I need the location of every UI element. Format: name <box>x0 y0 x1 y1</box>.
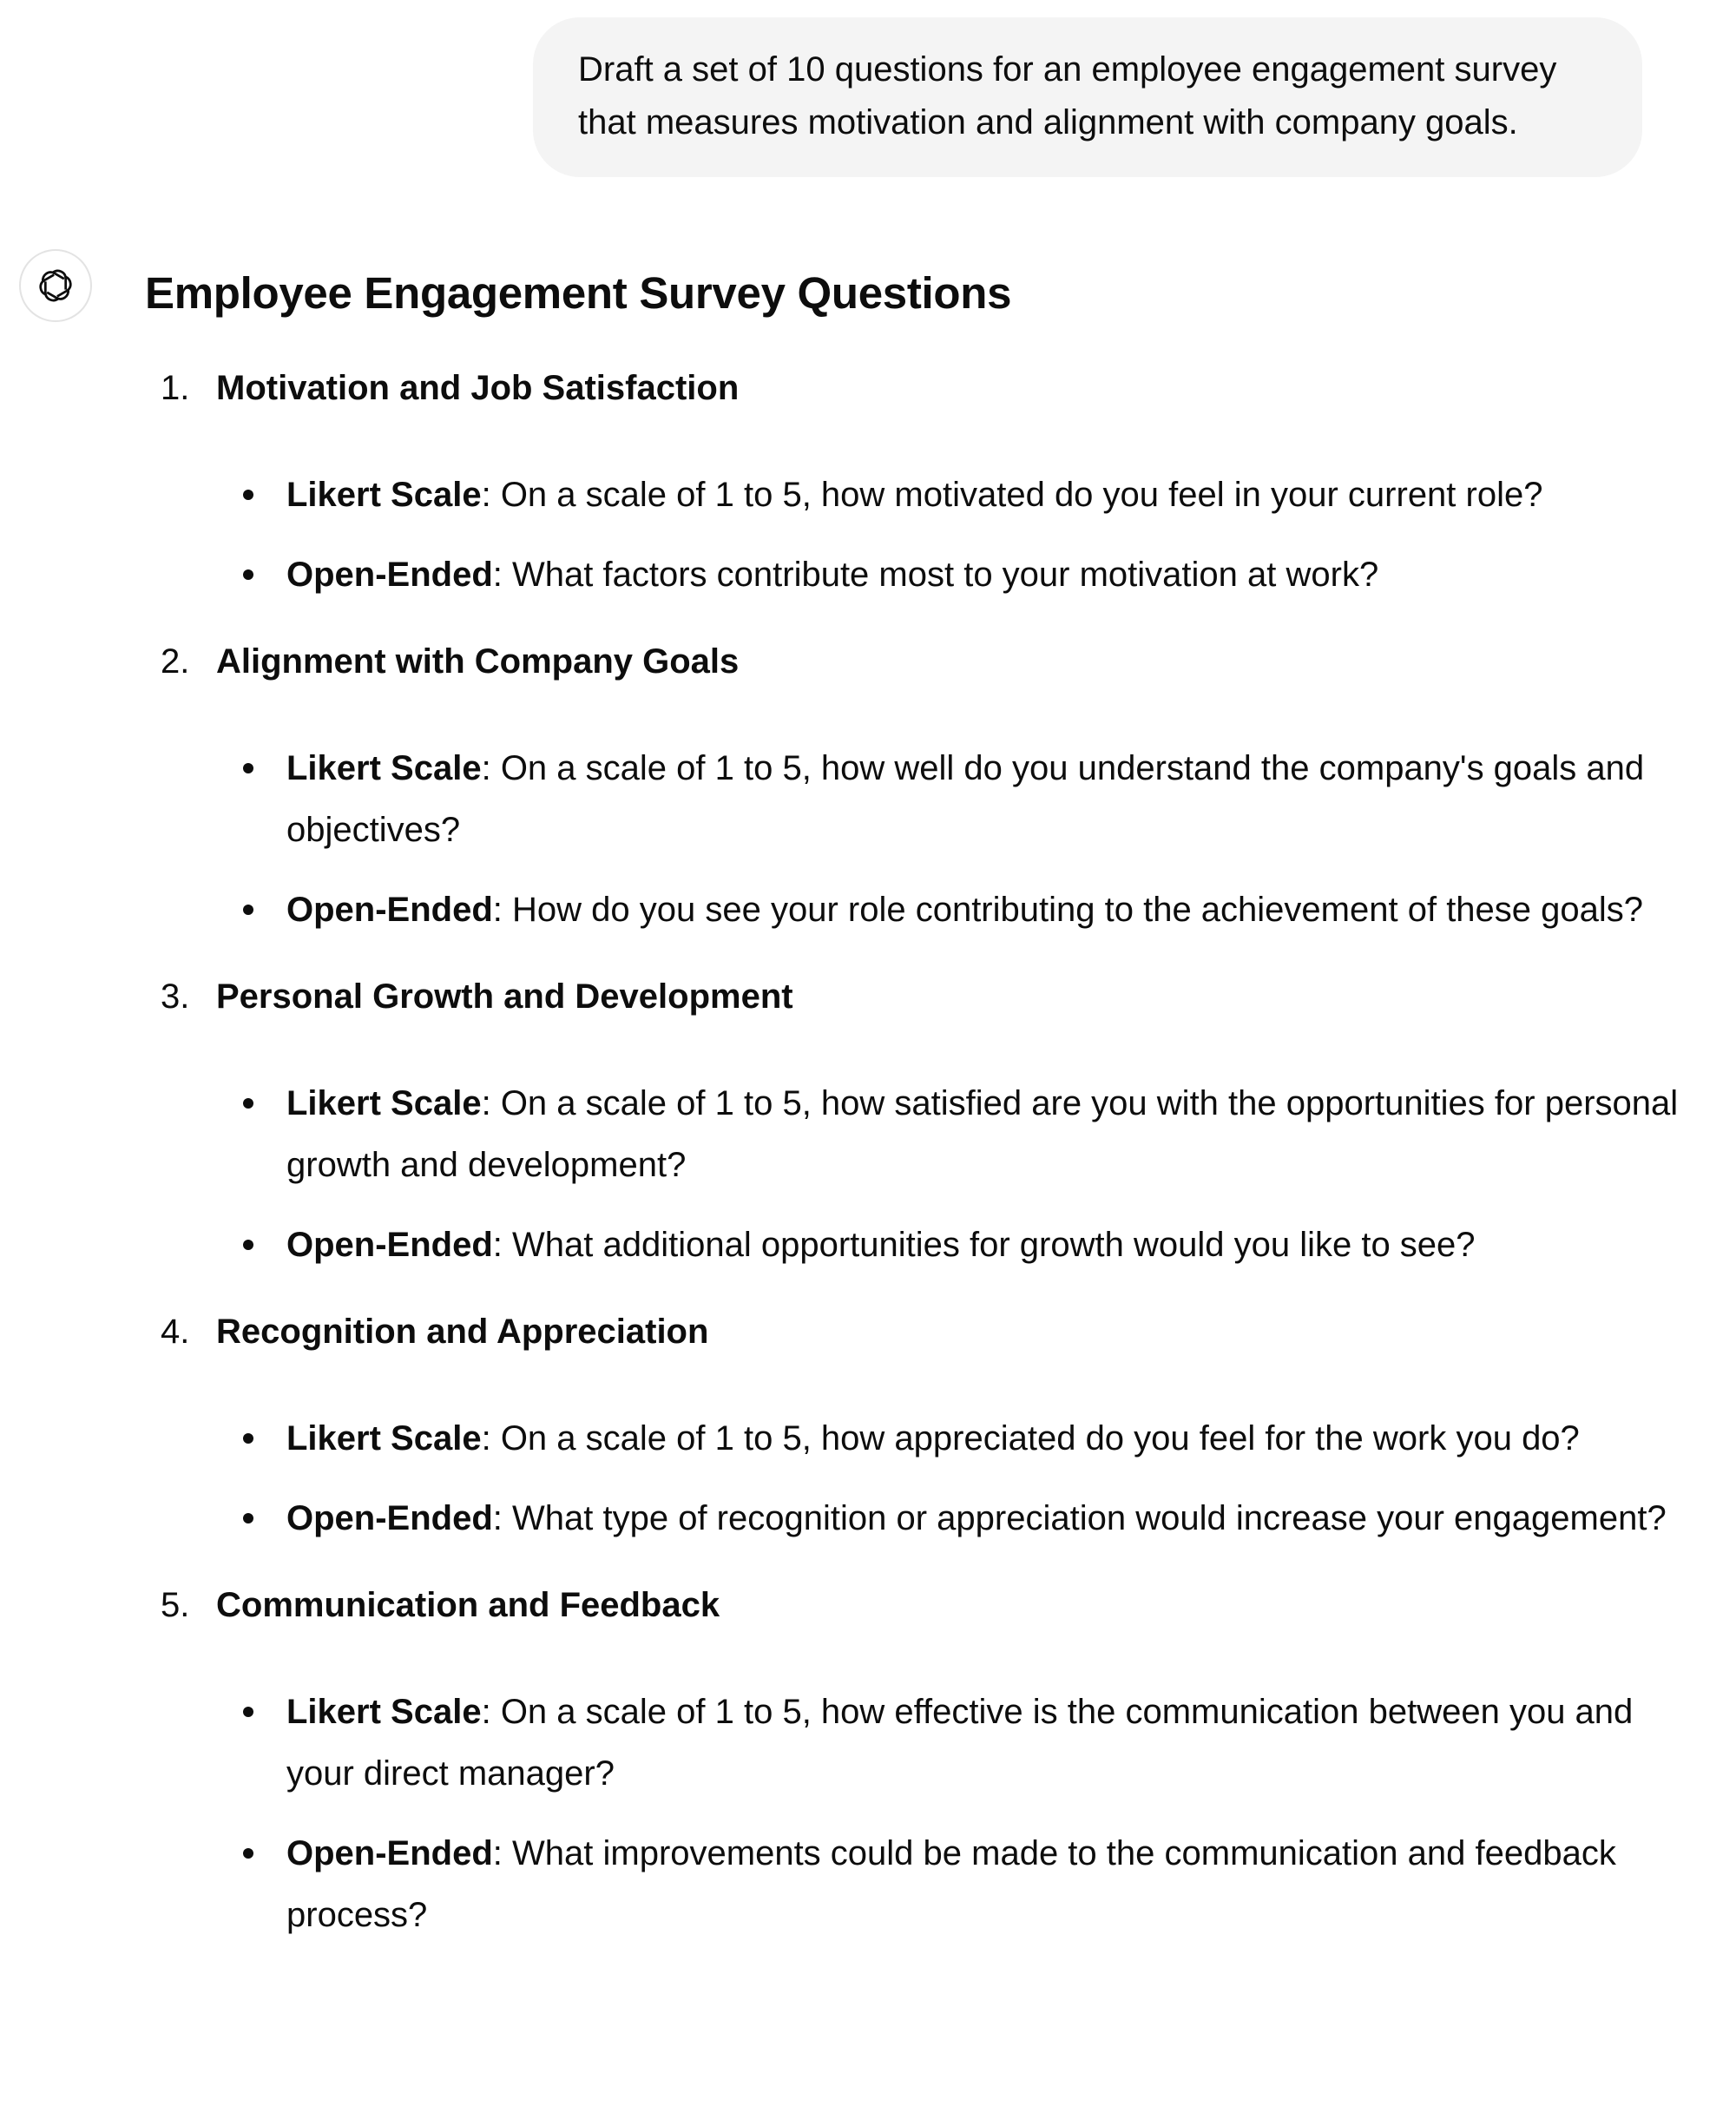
question-type-label: Open-Ended <box>286 1499 493 1537</box>
section-heading <box>145 972 1707 1021</box>
question-item <box>145 1681 1707 1805</box>
assistant-avatar <box>19 249 92 322</box>
question-item <box>145 1214 1707 1276</box>
bullet-dot <box>243 569 253 580</box>
question-section <box>145 1307 1707 1550</box>
bullet-dot <box>243 1098 253 1109</box>
question-item <box>145 1408 1707 1470</box>
question-text <box>286 1073 1707 1196</box>
label-separator: : <box>492 556 513 594</box>
question-text <box>286 738 1707 861</box>
bullet-dot <box>243 1848 253 1859</box>
question-sections-list <box>145 364 1707 1946</box>
question-type-label: Likert Scale <box>286 1419 482 1458</box>
user-message-text: Draft a set of 10 questions for an employee engagement survey that measures motivation and alignment with company goals. <box>578 50 1557 141</box>
question-item <box>145 1488 1707 1550</box>
question-body: What improvements could be made to the communication and feedback process? <box>286 1834 1616 1934</box>
question-type-label: Open-Ended <box>286 556 493 594</box>
section-heading-text: Personal Growth and Development <box>216 977 793 1016</box>
response-title: Employee Engagement Survey Questions <box>145 268 1012 318</box>
question-type-label: Likert Scale <box>286 1693 482 1731</box>
question-item <box>145 464 1707 526</box>
question-type-label: Open-Ended <box>286 1834 493 1872</box>
openai-logo-icon <box>34 264 77 307</box>
question-section <box>145 1581 1707 1946</box>
question-body: What factors contribute most to your motivation at work? <box>512 556 1379 594</box>
question-item <box>145 544 1707 606</box>
label-separator: : <box>481 476 501 514</box>
label-separator: : <box>492 1226 513 1264</box>
label-separator: : <box>481 1419 501 1458</box>
question-section <box>145 972 1707 1276</box>
question-section <box>145 637 1707 941</box>
bullet-dot <box>243 1513 253 1523</box>
bullet-dot <box>243 1707 253 1717</box>
bullet-dot <box>243 905 253 915</box>
section-number: 2. <box>161 642 190 681</box>
question-text <box>286 1488 1707 1550</box>
question-body: On a scale of 1 to 5, how effective is the communication between you and your direct manager? <box>286 1693 1634 1793</box>
question-text <box>286 1214 1707 1276</box>
question-type-label: Likert Scale <box>286 476 482 514</box>
question-type-label: Open-Ended <box>286 1226 493 1264</box>
section-heading-text: Communication and Feedback <box>216 1586 720 1624</box>
question-text <box>286 1681 1707 1805</box>
question-item <box>145 1823 1707 1946</box>
section-heading-text: Alignment with Company Goals <box>216 642 740 681</box>
question-body: On a scale of 1 to 5, how satisfied are you with the opportunities for personal growth and development? <box>286 1084 1679 1184</box>
label-separator: : <box>481 749 501 787</box>
question-items-list <box>145 1681 1707 1946</box>
question-type-label: Open-Ended <box>286 891 493 929</box>
bullet-dot <box>243 490 253 500</box>
section-heading <box>145 637 1707 686</box>
label-separator: : <box>492 891 513 929</box>
question-body: What type of recognition or appreciation would increase your engagement? <box>512 1499 1667 1537</box>
question-item <box>145 1073 1707 1196</box>
question-type-label: Likert Scale <box>286 749 482 787</box>
question-section <box>145 364 1707 606</box>
question-item <box>145 879 1707 941</box>
question-body: What additional opportunities for growth would you like to see? <box>512 1226 1476 1264</box>
label-separator: : <box>481 1084 501 1122</box>
question-item <box>145 738 1707 861</box>
section-number: 5. <box>161 1586 190 1624</box>
question-body: On a scale of 1 to 5, how appreciated do you feel for the work you do? <box>500 1419 1580 1458</box>
question-text <box>286 879 1707 941</box>
question-text <box>286 544 1707 606</box>
question-type-label: Likert Scale <box>286 1084 482 1122</box>
label-separator: : <box>492 1834 513 1872</box>
section-number: 1. <box>161 369 190 407</box>
question-items-list <box>145 738 1707 941</box>
question-items-list <box>145 464 1707 606</box>
section-heading <box>145 364 1707 412</box>
assistant-message <box>145 256 1707 1946</box>
section-heading-text: Motivation and Job Satisfaction <box>216 369 740 407</box>
section-heading-text: Recognition and Appreciation <box>216 1313 709 1351</box>
bullet-dot <box>243 1240 253 1250</box>
question-text <box>286 464 1707 526</box>
section-number: 4. <box>161 1313 190 1351</box>
question-items-list <box>145 1073 1707 1276</box>
bullet-dot <box>243 763 253 773</box>
label-separator: : <box>481 1693 501 1731</box>
label-separator: : <box>492 1499 513 1537</box>
question-body: On a scale of 1 to 5, how motivated do you feel in your current role? <box>500 476 1543 514</box>
question-text <box>286 1408 1707 1470</box>
question-items-list <box>145 1408 1707 1550</box>
question-body: How do you see your role contributing to the achievement of these goals? <box>512 891 1644 929</box>
section-heading <box>145 1581 1707 1629</box>
user-message-bubble <box>533 17 1642 177</box>
question-text <box>286 1823 1707 1946</box>
bullet-dot <box>243 1433 253 1444</box>
question-body: On a scale of 1 to 5, how well do you understand the company's goals and objectives? <box>286 749 1645 849</box>
section-heading <box>145 1307 1707 1356</box>
section-number: 3. <box>161 977 190 1016</box>
